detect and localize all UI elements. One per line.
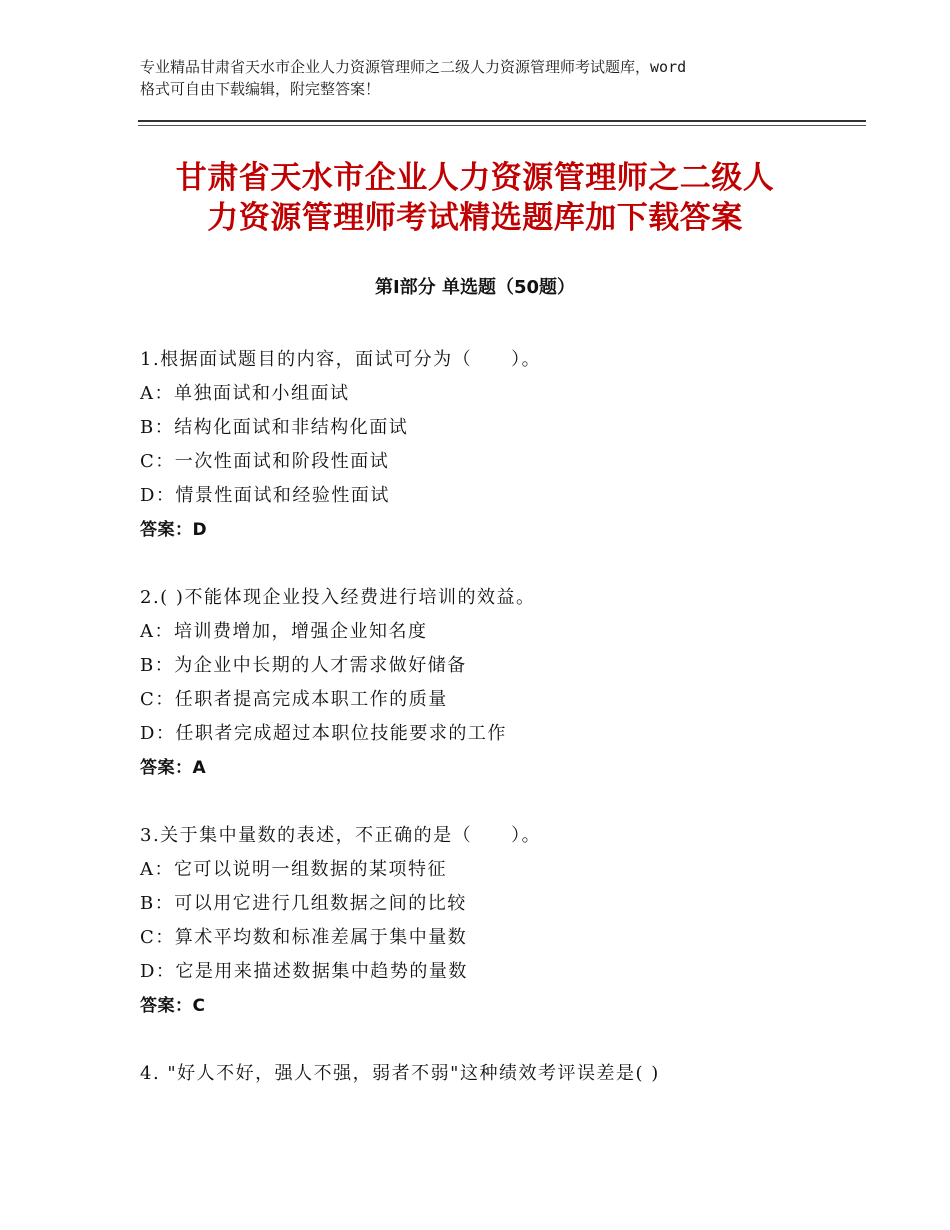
header-divider-thin [138,125,866,126]
option-b: B：结构化面试和非结构化面试 [140,417,409,438]
question-stem: 1.根据面试题目的内容，面试可分为（ ）。 [140,349,542,370]
option-c: C：算术平均数和标准差属于集中量数 [140,927,468,948]
section-heading: 第Ⅰ部分 单选题（50题） [374,277,575,298]
option-b: B：为企业中长期的人才需求做好储备 [140,655,467,676]
option-a: A：它可以说明一组数据的某项特征 [140,859,447,880]
answer-label: 答案：A [140,758,207,778]
option-c: C：任职者提高完成本职工作的质量 [140,689,448,710]
question-1 [140,343,860,547]
answer-label: 答案：C [140,996,206,1016]
document-title [100,158,850,238]
question-stem: 3.关于集中量数的表述，不正确的是（ ）。 [140,825,542,846]
question-list [140,343,860,1125]
document-title-line-1: 甘肃省天水市企业人力资源管理师之二级人 [175,160,775,196]
option-a: A：单独面试和小组面试 [140,383,350,404]
option-b: B：可以用它进行几组数据之间的比较 [140,893,467,914]
question-4 [140,1057,860,1091]
question-3 [140,819,860,1023]
option-d: D：它是用来描述数据集中趋势的量数 [140,961,468,982]
question-2 [140,581,860,785]
question-stem: 4. "好人不好，强人不强，弱者不弱"这种绩效考评误差是( ) [140,1063,660,1084]
option-a: A：培训费增加，增强企业知名度 [140,621,428,642]
option-c: C：一次性面试和阶段性面试 [140,451,390,472]
question-stem: 2.( )不能体现企业投入经费进行培训的效益。 [140,587,536,608]
document-title-line-2: 力资源管理师考试精选题库加下载答案 [207,200,743,236]
option-d: D：情景性面试和经验性面试 [140,485,390,506]
header-note [140,56,830,100]
answer-label: 答案：D [140,520,208,540]
header-divider-thick [138,120,866,122]
header-note-line-1: 专业精品甘肃省天水市企业人力资源管理师之二级人力资源管理师考试题库，word [140,58,687,76]
header-note-line-2: 格式可自由下载编辑，附完整答案！ [140,80,381,98]
option-d: D：任职者完成超过本职位技能要求的工作 [140,723,507,744]
